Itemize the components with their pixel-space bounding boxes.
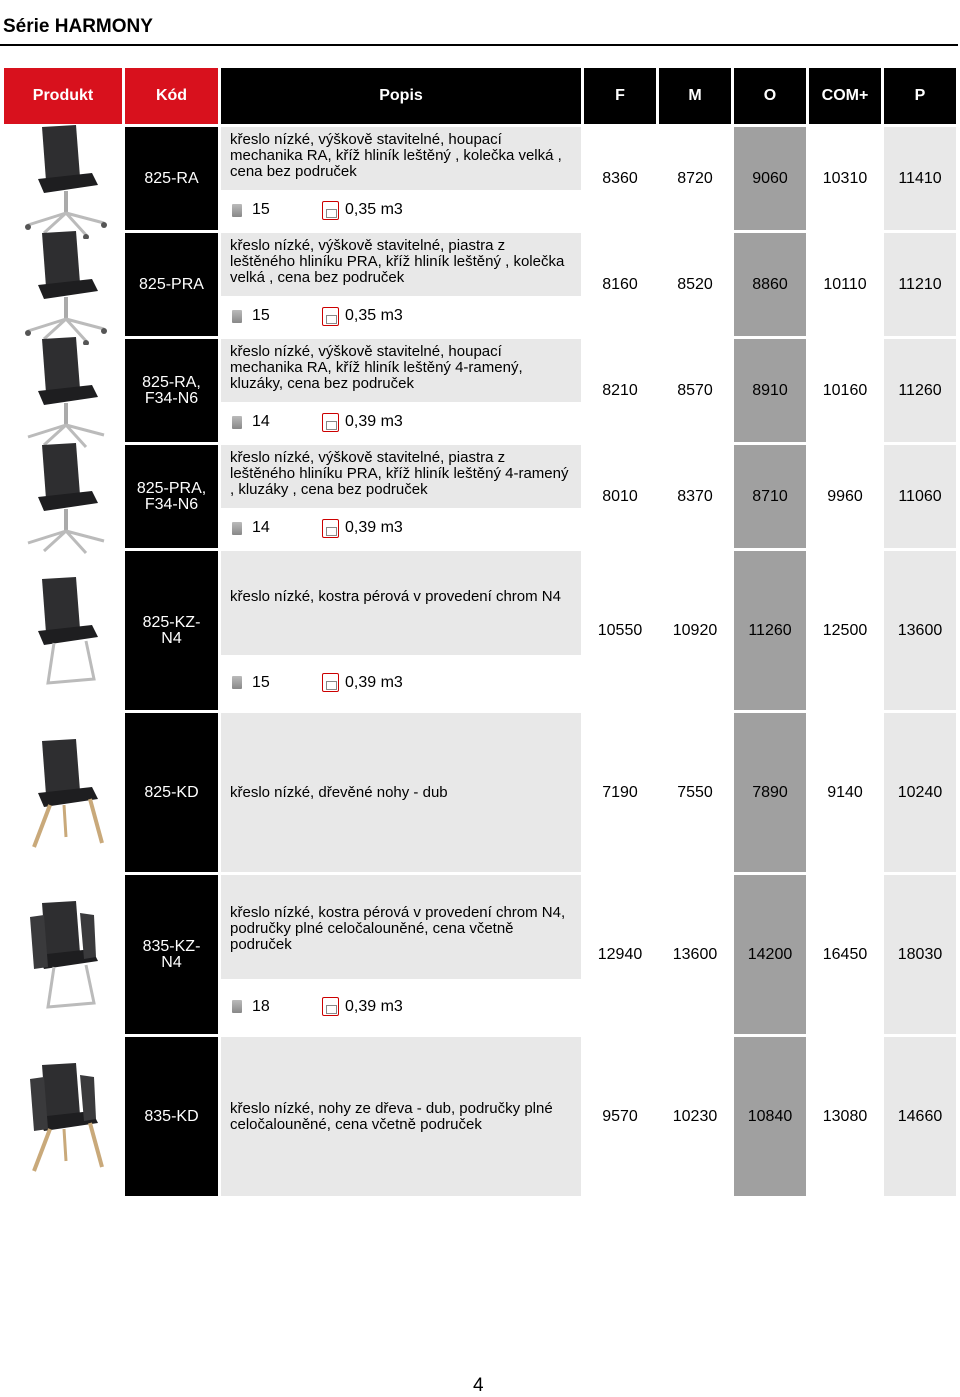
price-f: 8360 bbox=[602, 169, 638, 187]
product-code: 825-RA bbox=[125, 127, 218, 230]
price-p: 10240 bbox=[884, 713, 956, 872]
page-number: 4 bbox=[473, 1375, 484, 1396]
product-description: křeslo nízké, nohy ze dřeva - dub, područky plné celočalouněné, cena včetně područek bbox=[221, 1037, 581, 1196]
price-p: 11210 bbox=[884, 233, 956, 336]
price-m: 7550 bbox=[677, 783, 713, 801]
volume-value: 0,39 m3 bbox=[345, 673, 403, 691]
stack-value: 15 bbox=[252, 201, 270, 218]
product-code: 825-PRA bbox=[125, 233, 218, 336]
wooden-leg-chair-icon bbox=[14, 733, 114, 853]
price-o: 8910 bbox=[734, 339, 806, 442]
product-description: křeslo nízké, výškově stavitelné, houpací mechanika RA, kříž hliník leštěný , kolečka velká , cena bez područek bbox=[221, 127, 581, 190]
volume-value: 0,39 m3 bbox=[345, 997, 403, 1015]
price-f: 10550 bbox=[597, 621, 643, 639]
header-f: F bbox=[584, 68, 656, 124]
price-o: 10840 bbox=[734, 1037, 806, 1196]
price-m: 8570 bbox=[677, 381, 713, 399]
price-p: 11060 bbox=[884, 445, 956, 548]
price-f: 8210 bbox=[602, 381, 638, 399]
price-p: 13600 bbox=[884, 551, 956, 710]
swivel-chair-icon bbox=[14, 437, 114, 557]
product-code: 835-KZ- N4 bbox=[125, 875, 218, 1034]
header-product: Produkt bbox=[4, 68, 122, 124]
header-p: P bbox=[884, 68, 956, 124]
product-code: 825-PRA, F34-N6 bbox=[125, 445, 218, 548]
box-icon bbox=[322, 519, 339, 538]
product-description: křeslo nízké, dřevěné nohy - dub bbox=[221, 713, 581, 872]
package-volume bbox=[322, 199, 403, 221]
price-f: 9570 bbox=[602, 1107, 638, 1125]
stack-icon bbox=[232, 416, 242, 429]
stack-count bbox=[229, 672, 270, 694]
stack-value: 15 bbox=[252, 307, 270, 324]
price-o: 8860 bbox=[734, 233, 806, 336]
price-com: 13080 bbox=[822, 1107, 868, 1125]
page-title: Série HARMONY bbox=[3, 16, 153, 37]
box-icon bbox=[322, 413, 339, 432]
stack-icon bbox=[232, 522, 242, 535]
price-m: 8720 bbox=[677, 169, 713, 187]
stack-value: 14 bbox=[252, 413, 270, 430]
price-p: 11260 bbox=[884, 339, 956, 442]
header-description: Popis bbox=[221, 68, 581, 124]
product-description: křeslo nízké, kostra pérová v provedení chrom N4, područky plné celočalouněné, cena včetně područek bbox=[221, 875, 581, 979]
price-com: 10310 bbox=[822, 169, 868, 187]
stack-count bbox=[229, 305, 270, 327]
price-f: 8010 bbox=[602, 487, 638, 505]
stack-icon bbox=[232, 204, 242, 217]
stack-value: 15 bbox=[252, 673, 270, 691]
product-description: křeslo nízké, výškově stavitelné, piastra z leštěného hliníku PRA, kříž hliník leštěný 4-ramený , kluzáky , cena bez područek bbox=[221, 445, 581, 508]
price-m: 10920 bbox=[672, 621, 718, 639]
box-icon bbox=[322, 673, 339, 692]
volume-value: 0,39 m3 bbox=[345, 413, 403, 430]
package-volume bbox=[322, 305, 403, 327]
price-f: 12940 bbox=[597, 945, 643, 963]
package-volume bbox=[322, 996, 403, 1018]
product-code: 835-KD bbox=[125, 1037, 218, 1196]
product-description: křeslo nízké, výškově stavitelné, piastra z leštěného hliníku PRA, kříž hliník leštěný , kolečka velká , cena bez područek bbox=[221, 233, 581, 296]
price-com: 10160 bbox=[822, 381, 868, 399]
price-m: 8520 bbox=[677, 275, 713, 293]
box-icon bbox=[322, 997, 339, 1016]
price-o: 7890 bbox=[734, 713, 806, 872]
volume-value: 0,35 m3 bbox=[345, 307, 403, 324]
price-f: 8160 bbox=[602, 275, 638, 293]
header-code: Kód bbox=[125, 68, 218, 124]
header-o: O bbox=[734, 68, 806, 124]
price-com: 9140 bbox=[827, 783, 863, 801]
stack-count bbox=[229, 199, 270, 221]
stack-icon bbox=[232, 310, 242, 323]
product-code: 825-KD bbox=[125, 713, 218, 872]
price-o: 11260 bbox=[734, 551, 806, 710]
price-p: 14660 bbox=[884, 1037, 956, 1196]
stack-value: 14 bbox=[252, 519, 270, 536]
price-m: 13600 bbox=[672, 945, 718, 963]
stack-icon bbox=[232, 1000, 242, 1013]
stack-icon bbox=[232, 676, 242, 689]
wooden-leg-armchair-icon bbox=[14, 1057, 114, 1177]
product-code: 825-KZ- N4 bbox=[125, 551, 218, 710]
price-com: 16450 bbox=[822, 945, 868, 963]
header-m: M bbox=[659, 68, 731, 124]
header-com: COM+ bbox=[809, 68, 881, 124]
box-icon bbox=[322, 201, 339, 220]
cantilever-chair-icon bbox=[14, 571, 114, 691]
price-com: 10110 bbox=[823, 275, 867, 293]
price-p: 11410 bbox=[884, 127, 956, 230]
price-o: 8710 bbox=[734, 445, 806, 548]
price-com: 9960 bbox=[827, 487, 863, 505]
price-f: 7190 bbox=[602, 783, 638, 801]
product-code: 825-RA, F34-N6 bbox=[125, 339, 218, 442]
package-volume bbox=[322, 517, 403, 539]
product-description: křeslo nízké, kostra pérová v provedení chrom N4 bbox=[221, 551, 581, 655]
price-m: 8370 bbox=[677, 487, 713, 505]
stack-count bbox=[229, 411, 270, 433]
price-com: 12500 bbox=[822, 621, 868, 639]
swivel-chair-icon bbox=[14, 331, 114, 451]
volume-value: 0,35 m3 bbox=[345, 201, 403, 218]
package-volume bbox=[322, 411, 403, 433]
cantilever-armchair-icon bbox=[14, 895, 114, 1015]
office-chair-icon bbox=[14, 119, 114, 239]
office-chair-icon bbox=[14, 225, 114, 345]
volume-value: 0,39 m3 bbox=[345, 519, 403, 536]
price-m: 10230 bbox=[672, 1107, 718, 1125]
product-description: křeslo nízké, výškově stavitelné, houpací mechanika RA, kříž hliník leštěný 4-ramený, kluzáky, cena bez područek bbox=[221, 339, 581, 402]
stack-count bbox=[229, 996, 270, 1018]
price-o: 14200 bbox=[734, 875, 806, 1034]
price-o: 9060 bbox=[734, 127, 806, 230]
stack-count bbox=[229, 517, 270, 539]
box-icon bbox=[322, 307, 339, 326]
price-p: 18030 bbox=[884, 875, 956, 1034]
stack-value: 18 bbox=[252, 997, 270, 1015]
package-volume bbox=[322, 672, 403, 694]
